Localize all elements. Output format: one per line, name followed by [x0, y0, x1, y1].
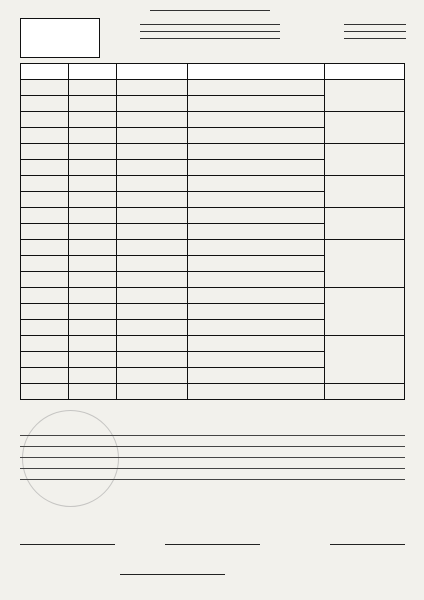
- subject-cell: [187, 368, 324, 384]
- from-cell: [69, 192, 117, 208]
- subject-cell: [187, 256, 324, 272]
- subject-cell: [187, 304, 324, 320]
- schedule-table: [20, 63, 405, 418]
- time-cell: [117, 272, 188, 288]
- to-cell: [21, 304, 69, 320]
- round-box: [20, 18, 100, 58]
- subject-cell: [187, 192, 324, 208]
- subject-cell: [187, 128, 324, 144]
- time-cell: [117, 192, 188, 208]
- subject-cell: [187, 160, 324, 176]
- title-block: [140, 18, 280, 50]
- signature: [20, 530, 115, 545]
- day-cell: [325, 240, 405, 288]
- from-cell: [69, 208, 117, 224]
- subject-cell: [187, 176, 324, 192]
- day-cell: [325, 112, 405, 144]
- day-cell: [325, 208, 405, 240]
- to-cell: [21, 272, 69, 288]
- time-cell: [117, 160, 188, 176]
- to-cell: [21, 176, 69, 192]
- from-cell: [69, 128, 117, 144]
- subject-cell: [187, 384, 324, 400]
- from-cell: [69, 336, 117, 352]
- time-cell: [117, 368, 188, 384]
- from-cell: [69, 240, 117, 256]
- day-cell: [325, 384, 405, 400]
- subject-cell: [187, 112, 324, 128]
- time-cell: [117, 240, 188, 256]
- to-cell: [21, 80, 69, 96]
- header-time: [117, 64, 188, 80]
- to-cell: [21, 208, 69, 224]
- time-cell: [117, 208, 188, 224]
- time-cell: [117, 176, 188, 192]
- to-cell: [21, 160, 69, 176]
- day-cell: [325, 144, 405, 176]
- day-cell: [325, 176, 405, 208]
- time-cell: [117, 112, 188, 128]
- to-cell: [21, 192, 69, 208]
- to-cell: [21, 240, 69, 256]
- to-cell: [21, 368, 69, 384]
- subject-cell: [187, 144, 324, 160]
- from-cell: [69, 224, 117, 240]
- time-cell: [117, 128, 188, 144]
- subject-cell: [187, 96, 324, 112]
- from-cell: [69, 176, 117, 192]
- time-cell: [117, 224, 188, 240]
- time-cell: [117, 256, 188, 272]
- from-cell: [69, 96, 117, 112]
- signature-footer: [20, 520, 405, 590]
- from-cell: [69, 144, 117, 160]
- to-cell: [21, 320, 69, 336]
- subject-cell: [187, 224, 324, 240]
- subject-cell: [187, 80, 324, 96]
- handwritten-note: [150, 2, 270, 11]
- time-cell: [117, 80, 188, 96]
- time-cell: [117, 336, 188, 352]
- to-cell: [21, 288, 69, 304]
- header-subject: [187, 64, 324, 80]
- time-cell: [117, 320, 188, 336]
- time-cell: [117, 304, 188, 320]
- time-cell: [117, 144, 188, 160]
- from-cell: [69, 112, 117, 128]
- subject-cell: [187, 288, 324, 304]
- time-cell: [117, 288, 188, 304]
- to-cell: [21, 144, 69, 160]
- day-cell: [325, 336, 405, 384]
- to-cell: [21, 224, 69, 240]
- subject-cell: [187, 320, 324, 336]
- to-cell: [21, 256, 69, 272]
- time-cell: [117, 96, 188, 112]
- subject-cell: [187, 336, 324, 352]
- from-cell: [69, 384, 117, 400]
- to-cell: [21, 96, 69, 112]
- signature: [165, 530, 260, 545]
- header-to: [21, 64, 69, 80]
- header-from: [69, 64, 117, 80]
- to-cell: [21, 112, 69, 128]
- day-cell: [325, 288, 405, 336]
- from-cell: [69, 368, 117, 384]
- from-cell: [69, 288, 117, 304]
- time-cell: [117, 352, 188, 368]
- from-cell: [69, 256, 117, 272]
- to-cell: [21, 128, 69, 144]
- to-cell: [21, 336, 69, 352]
- subject-cell: [187, 272, 324, 288]
- from-cell: [69, 160, 117, 176]
- institution-header: [344, 18, 406, 50]
- signature: [330, 530, 405, 545]
- subject-cell: [187, 352, 324, 368]
- signature: [120, 560, 225, 575]
- to-cell: [21, 384, 69, 400]
- time-cell: [117, 384, 188, 400]
- subject-cell: [187, 240, 324, 256]
- from-cell: [69, 304, 117, 320]
- from-cell: [69, 272, 117, 288]
- from-cell: [69, 320, 117, 336]
- header-day: [325, 64, 405, 80]
- day-cell: [325, 80, 405, 112]
- to-cell: [21, 352, 69, 368]
- notes-section: [20, 425, 405, 510]
- from-cell: [69, 80, 117, 96]
- subject-cell: [187, 208, 324, 224]
- from-cell: [69, 352, 117, 368]
